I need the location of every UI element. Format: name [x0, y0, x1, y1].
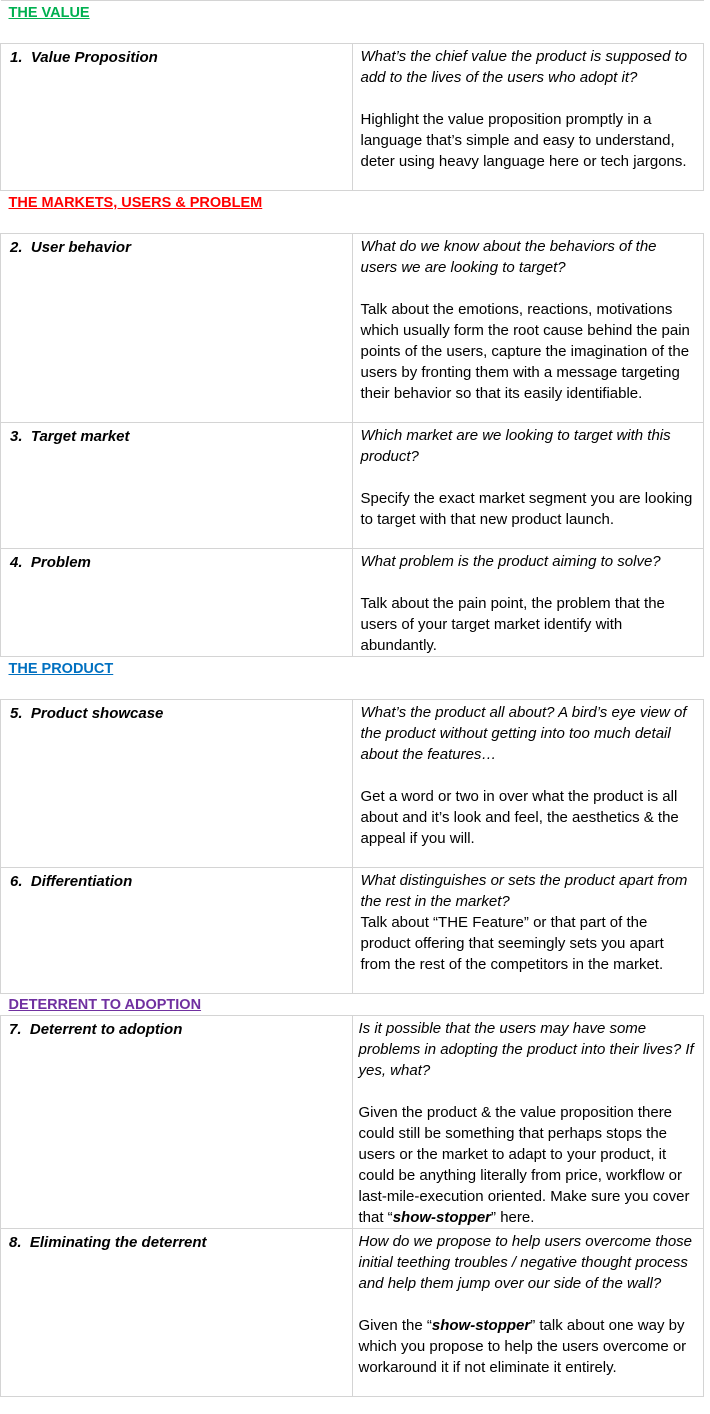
- row-answer: Highlight the value proposition promptly in a language that’s simple and easy to understand, deter using heavy language here or tech jargons.: [360, 111, 687, 170]
- row-answer: Talk about “THE Feature” or that part of the product offering that seemingly sets you apart from the rest of the competitors in the market.: [360, 914, 664, 973]
- row-question: What’s the chief value the product is supposed to add to the lives of the users who adopt it?: [360, 48, 688, 86]
- row-answer: Given the “show-stopper” talk about one way by which you propose to help the users overcome or workaround it if not eliminate it entirely.: [358, 1317, 687, 1376]
- row-question: How do we propose to help users overcome those initial teething troubles / negative thought process and help them jump over our side of the wall?: [358, 1233, 693, 1292]
- section-header-value: [1, 1, 704, 44]
- table-row: [1, 44, 704, 191]
- table-row: [1, 1229, 704, 1397]
- row-label: 8. Eliminating the deterrent: [9, 1234, 207, 1251]
- section-title-product: THE PRODUCT: [8, 661, 114, 677]
- row-answer: Given the product & the value proposition there could still be something that perhaps stops the users or the market to adapt to your product, it could be anything literally from price, workflow or last-mile-execution oriented. Make sure you cover that “show-stopper” here.: [358, 1104, 690, 1226]
- section-header-product: [1, 657, 704, 700]
- row-label: 2. User behavior: [10, 239, 131, 256]
- section-title-markets: THE MARKETS, USERS & PROBLEM: [8, 195, 263, 211]
- row-question: What problem is the product aiming to solve?: [360, 553, 661, 570]
- row-question: What distinguishes or sets the product apart from the rest in the market?: [360, 872, 688, 910]
- row-label: 3. Target market: [10, 428, 130, 445]
- row-question: What’s the product all about? A bird’s eye view of the product without getting into too much detail about the features…: [360, 704, 687, 763]
- row-label: 5. Product showcase: [10, 705, 164, 722]
- table-row: [1, 868, 704, 994]
- section-header-deterrent: [1, 994, 704, 1016]
- emphasis-text: show-stopper: [431, 1317, 531, 1334]
- section-title-deterrent: DETERRENT TO ADOPTION: [8, 997, 202, 1013]
- row-question: Is it possible that the users may have some problems in adopting the product into their lives? If yes, what?: [358, 1020, 694, 1079]
- table-row: [1, 234, 704, 423]
- row-answer: Specify the exact market segment you are looking to target with that new product launch.: [360, 490, 693, 528]
- table-row: [1, 549, 704, 657]
- row-answer: Get a word or two in over what the product is all about and it’s look and feel, the aesthetics & the appeal if you will.: [360, 788, 679, 847]
- row-question: Which market are we looking to target with this product?: [360, 427, 671, 465]
- emphasis-text: show-stopper: [392, 1209, 492, 1226]
- table-row: [1, 700, 704, 868]
- section-title-value: THE VALUE: [8, 5, 90, 21]
- row-label: 6. Differentiation: [10, 873, 133, 890]
- row-answer: Talk about the emotions, reactions, motivations which usually form the root cause behind the pain points of the users, capture the imagination of the users by fronting them with a message targeting their behavior so that its easily identifiable.: [360, 301, 690, 402]
- row-question: What do we know about the behaviors of the users we are looking to target?: [360, 238, 657, 276]
- row-label: 7. Deterrent to adoption: [9, 1021, 183, 1038]
- section-header-markets: [1, 191, 704, 234]
- table-row: [1, 1016, 704, 1229]
- row-answer: Talk about the pain point, the problem that the users of your target market identify with abundantly.: [360, 595, 665, 654]
- row-label: 1. Value Proposition: [10, 49, 158, 66]
- row-label: 4. Problem: [10, 554, 91, 571]
- table-row: [1, 423, 704, 549]
